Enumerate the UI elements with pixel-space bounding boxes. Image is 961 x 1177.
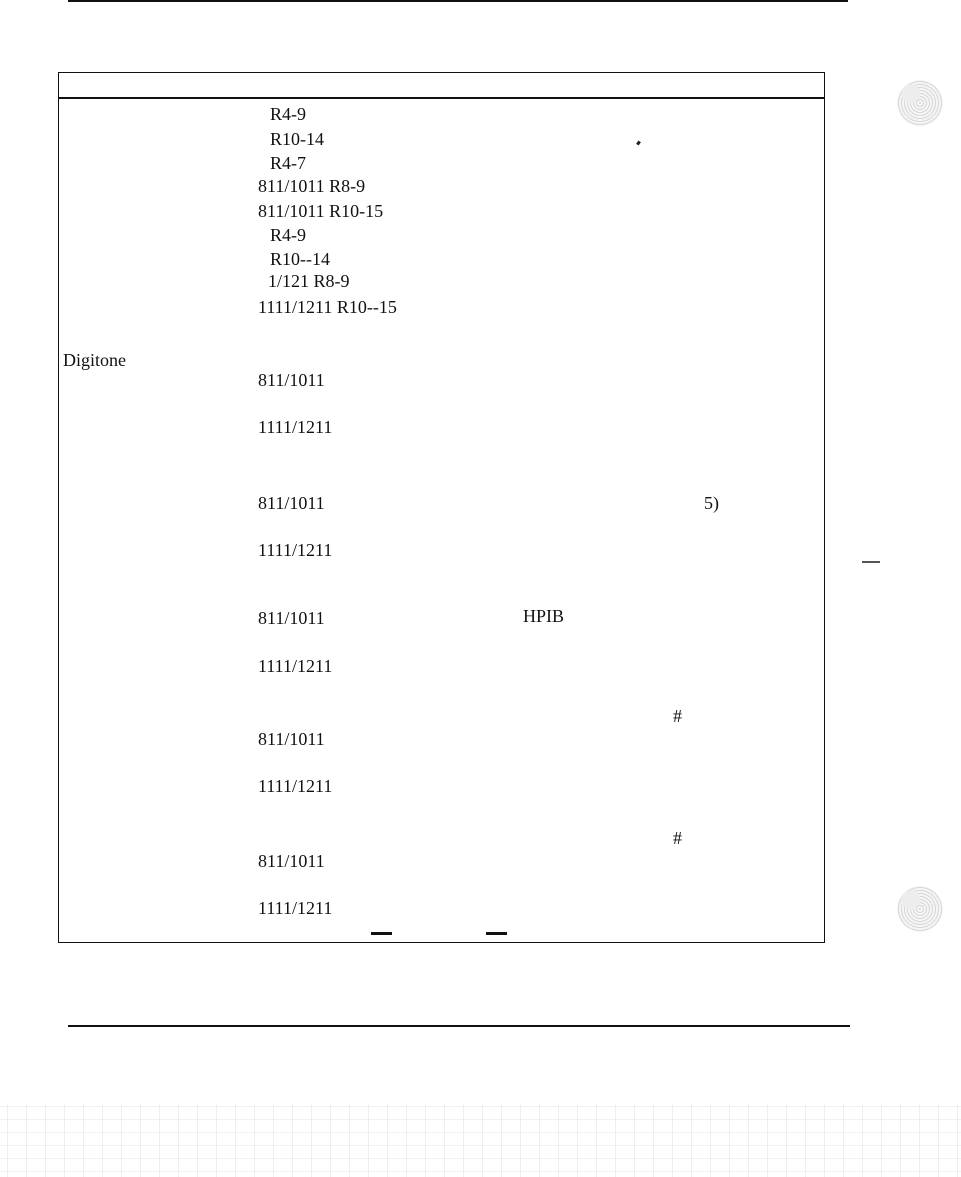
page-bottom-rule <box>68 1025 850 1027</box>
binder-hole-bottom <box>897 886 943 932</box>
model-row: 1111/1211 <box>258 656 333 676</box>
margin-mark <box>862 561 880 563</box>
section-label: Digitone <box>63 350 126 370</box>
model-row: 811/1011 <box>258 493 325 513</box>
model-row: 811/1011 <box>258 729 325 749</box>
model-row: 811/1011 <box>258 370 325 390</box>
symbol-fragment: # <box>673 706 682 726</box>
underline-mark <box>486 932 507 935</box>
symbol-fragment: # <box>673 828 682 848</box>
model-line: R10--14 <box>270 249 330 269</box>
model-line: R4-7 <box>270 153 306 173</box>
model-row: 811/1011 <box>258 608 325 628</box>
interface-fragment: HPIB <box>523 606 565 626</box>
model-row: 1111/1211 <box>258 898 333 918</box>
note-fragment: 5) <box>704 493 719 513</box>
model-row: 811/1011 <box>258 851 325 871</box>
model-line: R10-14 <box>270 129 324 149</box>
model-line: 811/1011 R10-15 <box>258 201 384 221</box>
table-header-rule <box>58 97 825 99</box>
binder-hole-top <box>897 80 943 126</box>
underline-mark <box>371 932 392 935</box>
model-row: 1111/1211 <box>258 776 333 796</box>
model-line: 1/121 R8-9 <box>268 271 350 291</box>
scan-noise <box>0 1105 961 1177</box>
model-row: 1111/1211 <box>258 417 333 437</box>
model-row: 1111/1211 <box>258 540 333 560</box>
model-line: 1111/1211 R10--15 <box>258 297 397 317</box>
model-line: R4-9 <box>270 225 306 245</box>
model-line: 811/1011 R8-9 <box>258 176 366 196</box>
page-top-rule <box>68 0 848 2</box>
model-line: R4-9 <box>270 104 306 124</box>
